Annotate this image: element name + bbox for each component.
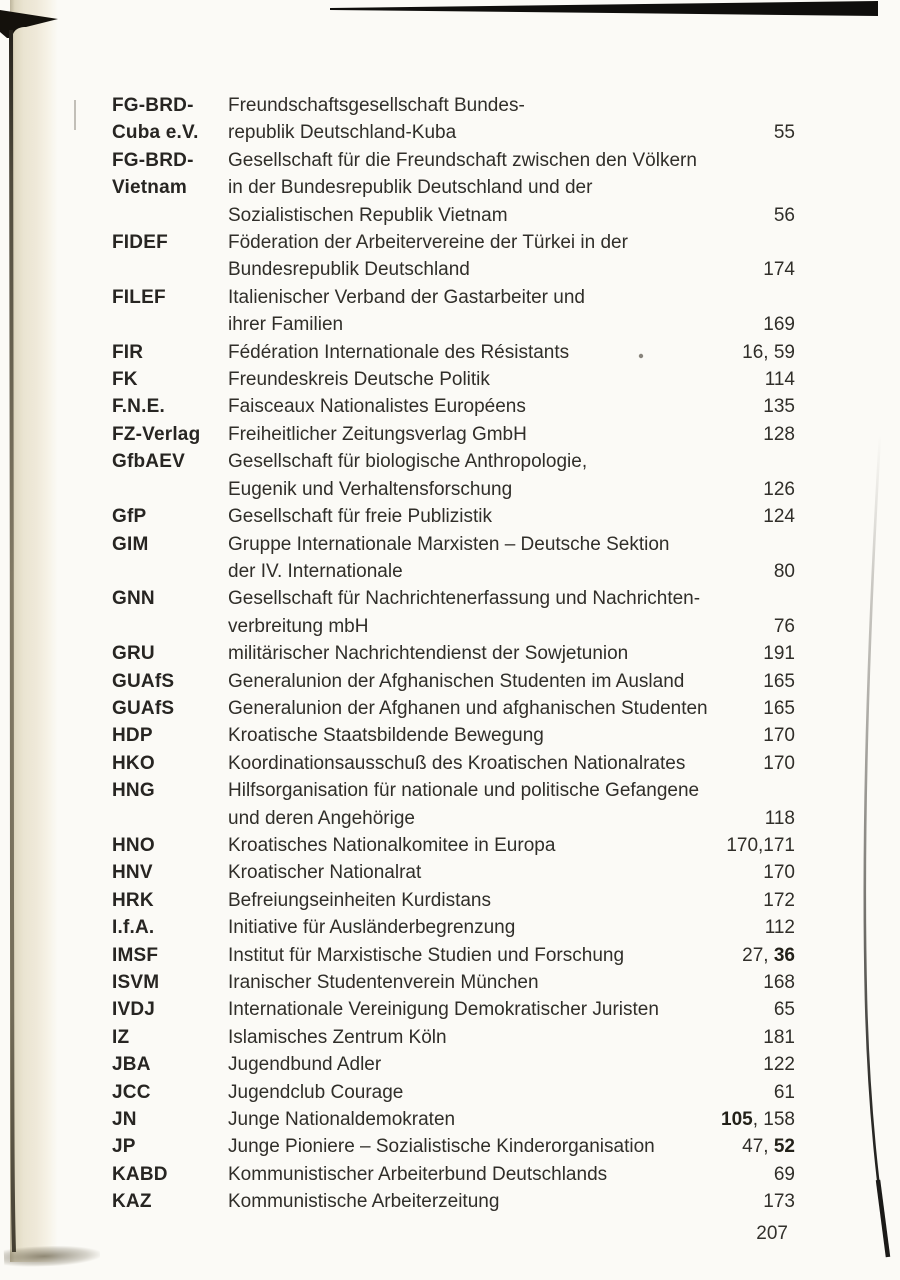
entry-abbreviation: GUAfS [112, 670, 175, 692]
entry-abbreviation: JP [112, 1136, 136, 1158]
index-entry [112, 942, 795, 969]
index-entry [112, 284, 795, 339]
entry-page-numbers: 118 [764, 807, 795, 829]
entry-page-numbers: 105, 158 [721, 1109, 795, 1131]
entry-description: Gruppe Internationale Marxisten – Deutsche Sektion der IV. Internationale [228, 533, 670, 582]
entry-abbreviation: FK [112, 369, 138, 391]
index-entry [112, 996, 795, 1023]
index-entry [112, 640, 795, 667]
entry-abbreviation: GIM [112, 533, 149, 555]
entry-page-numbers: 181 [763, 1026, 795, 1048]
entry-abbreviation: GRU [112, 643, 155, 665]
entry-page-numbers: 69 [773, 1163, 795, 1185]
entry-abbreviation: FZ-Verlag [112, 423, 201, 445]
entry-page-numbers: 174 [763, 259, 795, 281]
entry-page-numbers: 165 [763, 697, 795, 719]
entry-description: Gesellschaft für freie Publizistik [228, 506, 492, 528]
index-entry [112, 531, 795, 586]
index-entry [112, 1133, 795, 1160]
index-entry [112, 92, 795, 147]
entry-page-numbers: 170,171 [726, 834, 795, 856]
entry-description: Junge Nationaldemokraten [228, 1109, 456, 1131]
entry-abbreviation: GfP [112, 506, 147, 528]
entry-page-numbers: 65 [773, 999, 795, 1021]
entry-page-numbers: 173 [763, 1191, 795, 1213]
index-entry [112, 1024, 795, 1051]
entry-page-numbers: 126 [763, 478, 795, 500]
entry-description: Freiheitlicher Zeitungsverlag GmbH [228, 423, 527, 445]
entry-page-numbers: 170 [763, 862, 795, 884]
entry-description: Generalunion der Afghanischen Studenten im Ausland [228, 670, 685, 692]
entry-page-numbers: 124 [763, 506, 795, 528]
entry-abbreviation: KAZ [112, 1191, 152, 1213]
entry-page-numbers: 27, 36 [742, 944, 795, 966]
entry-page-numbers: 80 [773, 560, 795, 582]
scan-artifact-right-edge-line-dark-tip [878, 1180, 888, 1257]
entry-description: Jugendbund Adler [228, 1054, 382, 1076]
entry-description: Initiative für Ausländerbegrenzung [228, 917, 516, 939]
index-entry [112, 750, 795, 777]
index-entry [112, 1051, 795, 1078]
entry-abbreviation: IZ [112, 1026, 130, 1048]
page-gutter-shading [10, 0, 58, 1262]
entry-abbreviation: HNO [112, 834, 155, 856]
entry-abbreviation: GNN [112, 588, 155, 610]
entry-abbreviation: IMSF [112, 944, 159, 966]
entry-abbreviation: FG-BRD- Vietnam [112, 149, 194, 199]
entry-description: Gesellschaft für Nachrichtenerfassung und Nachrichten- verbreitung mbH [228, 588, 701, 637]
entry-page-numbers: 47, 52 [742, 1136, 795, 1158]
entry-description: Fédération Internationale des Résistants [228, 341, 570, 363]
entry-description: Gesellschaft für die Freundschaft zwischen den Völkern in der Bundesrepublik Deutschland und der Sozialistischen Republik Vietnam [228, 149, 697, 226]
entry-page-numbers: 114 [764, 369, 795, 391]
entry-abbreviation: HNV [112, 862, 153, 884]
entry-abbreviation: HDP [112, 725, 153, 747]
index-entry [112, 393, 795, 420]
entry-description: Institut für Marxistische Studien und Forschung [228, 944, 625, 966]
entry-description: Islamisches Zentrum Köln [228, 1026, 447, 1048]
entry-page-numbers: 61 [773, 1081, 795, 1103]
entry-abbreviation: FIDEF [112, 232, 168, 254]
entry-description: Hilfsorganisation für nationale und politische Gefangene und deren Angehörige [228, 780, 700, 829]
abbreviation-index-list [112, 92, 795, 1216]
entry-abbreviation: JN [112, 1109, 137, 1131]
entry-description: Generalunion der Afghanen und afghanischen Studenten [228, 697, 708, 719]
entry-description: Freundschaftsgesellschaft Bundes- republik Deutschland-Kuba [228, 95, 525, 144]
index-entry [112, 1079, 795, 1106]
entry-page-numbers: 165 [763, 670, 795, 692]
entry-description: Internationale Vereinigung Demokratischer Juristen [228, 999, 659, 1021]
entry-page-numbers: 76 [773, 615, 795, 637]
entry-abbreviation: HRK [112, 889, 154, 911]
index-entry [112, 969, 795, 996]
entry-abbreviation: HKO [112, 752, 155, 774]
entry-abbreviation: GUAfS [112, 697, 175, 719]
index-entry [112, 777, 795, 832]
index-entry [112, 1188, 795, 1215]
index-entry [112, 147, 795, 229]
scan-artifact-bottom-shadow [4, 1244, 101, 1267]
index-entry [112, 503, 795, 530]
entry-abbreviation: JCC [112, 1081, 151, 1103]
index-entry [112, 339, 795, 366]
index-entry [112, 887, 795, 914]
index-entry [112, 448, 795, 503]
index-entry [112, 421, 795, 448]
index-entry [112, 229, 795, 284]
index-entry [112, 695, 795, 722]
entry-description: Faisceaux Nationalistes Européens [228, 396, 526, 418]
entry-page-numbers: 128 [763, 423, 795, 445]
scan-artifact-top-bar [330, 1, 878, 16]
entry-description: Kroatisches Nationalkomitee in Europa [228, 834, 556, 856]
entry-abbreviation: FIR [112, 341, 144, 363]
entry-page-numbers: 112 [764, 917, 795, 939]
entry-description: Kommunistische Arbeiterzeitung [228, 1191, 500, 1213]
entry-description: Junge Pioniere – Sozialistische Kinderorganisation [228, 1136, 655, 1158]
entry-abbreviation: FILEF [112, 286, 166, 308]
entry-abbreviation: ISVM [112, 972, 160, 993]
index-entry [112, 366, 795, 393]
entry-page-numbers: 172 [763, 889, 795, 911]
entry-page-numbers: 170 [763, 752, 795, 774]
index-entry [112, 832, 795, 859]
entry-description: Kroatische Staatsbildende Bewegung [228, 725, 544, 747]
entry-abbreviation: GfbAEV [112, 451, 185, 473]
page-number: 207 [756, 1223, 788, 1244]
entry-abbreviation: I.f.A. [112, 917, 155, 939]
entry-description: militärischer Nachrichtendienst der Sowjetunion [228, 643, 629, 665]
index-entry [112, 1161, 795, 1188]
entry-abbreviation: KABD [112, 1163, 168, 1185]
entry-page-numbers: 122 [763, 1054, 795, 1076]
entry-page-numbers: 169 [763, 314, 795, 336]
entry-description: Iranischer Studentenverein München [228, 972, 539, 993]
index-entry [112, 859, 795, 886]
index-entry [112, 668, 795, 695]
entry-page-numbers: 55 [773, 122, 795, 144]
entry-description: Föderation der Arbeitervereine der Türkei in der Bundesrepublik Deutschland [228, 232, 628, 281]
scan-artifact-right-edge-line [865, 435, 888, 1256]
index-entry [112, 585, 795, 640]
entry-description: Gesellschaft für biologische Anthropologie, Eugenik und Verhaltensforschung [228, 451, 588, 500]
entry-description: Italienischer Verband der Gastarbeiter und ihrer Familien [228, 286, 585, 336]
index-entry [112, 914, 795, 941]
entry-page-numbers: 168 [763, 972, 795, 993]
index-entry [112, 722, 795, 749]
entry-page-numbers: 56 [773, 204, 795, 226]
entry-description: Kommunistischer Arbeiterbund Deutschlands [228, 1163, 608, 1185]
entry-description: Befreiungseinheiten Kurdistans [228, 889, 492, 911]
index-entry [112, 1106, 795, 1133]
entry-page-numbers: 191 [763, 643, 795, 665]
entry-abbreviation: HNG [112, 780, 155, 802]
entry-page-numbers: 170 [763, 725, 795, 747]
entry-abbreviation: FG-BRD- Cuba e.V. [112, 95, 199, 144]
entry-abbreviation: F.N.E. [112, 396, 165, 418]
entry-description: Freundeskreis Deutsche Politik [228, 369, 490, 391]
entry-description: Jugendclub Courage [228, 1081, 404, 1103]
entry-page-numbers: 16, 59 [742, 341, 795, 363]
entry-page-numbers: 135 [763, 396, 795, 418]
entry-abbreviation: IVDJ [112, 999, 156, 1021]
entry-abbreviation: JBA [112, 1054, 151, 1076]
entry-description: Kroatischer Nationalrat [228, 862, 422, 884]
entry-description: Koordinationsausschuß des Kroatischen Nationalrates [228, 752, 686, 774]
